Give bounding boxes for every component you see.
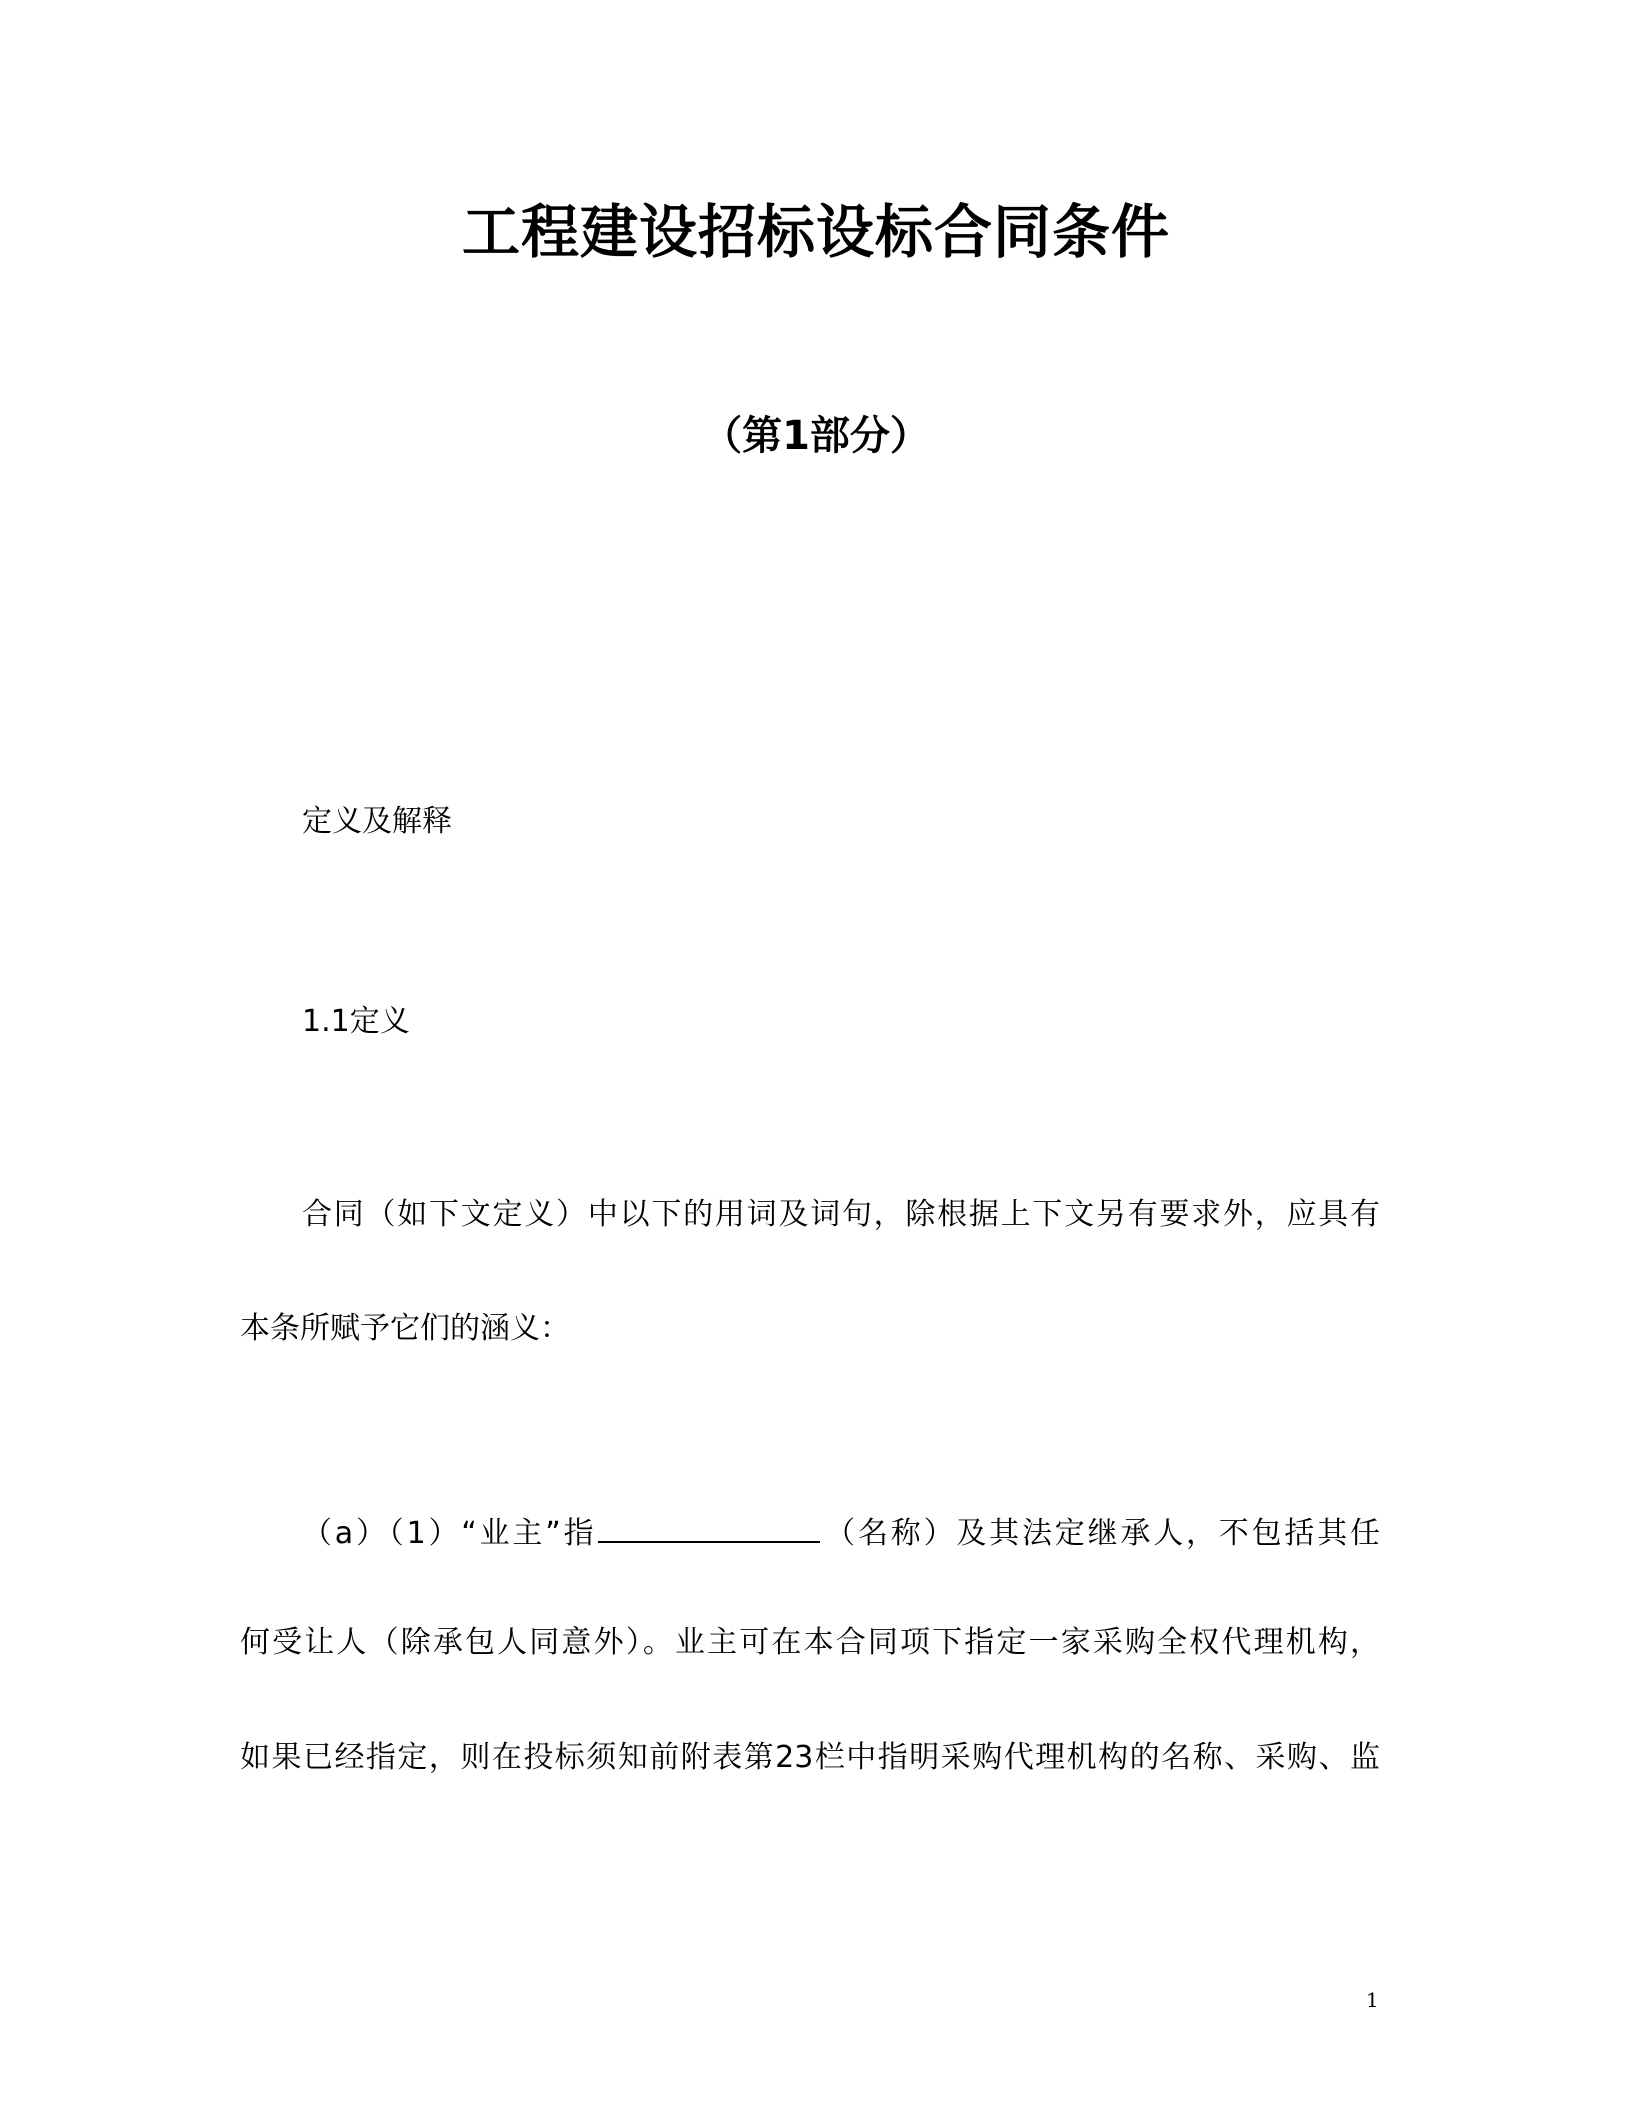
owner-definition-suffix: （名称）及其法定继承人，不包括其任 [822, 1516, 1380, 1551]
subsection-heading: 1.1定义 [302, 1004, 410, 1039]
paragraph-2-line-1 [302, 1507, 1380, 1556]
section-heading: 定义及解释 [302, 804, 452, 839]
paragraph-1-line-1: 合同（如下文定义）中以下的用词及词句，除根据上下文另有要求外，应具有 [302, 1197, 1380, 1232]
paragraph-2-line-3: 如果已经指定，则在投标须知前附表第23栏中指明采购代理机构的名称、采购、监 [240, 1740, 1380, 1775]
document-subtitle: （第1部分） [702, 413, 930, 459]
page-number: 1 [1366, 1988, 1379, 2012]
paragraph-1-line-2: 本条所赋予它们的涵义： [240, 1311, 570, 1346]
owner-name-blank [598, 1507, 820, 1543]
document-title: 工程建设招标设标合同条件 [461, 198, 1170, 266]
paragraph-2-line-2: 何受让人（除承包人同意外）。业主可在本合同项下指定一家采购全权代理机构， [240, 1625, 1380, 1660]
owner-definition-prefix: （a）（1）“业主”指 [302, 1516, 597, 1551]
